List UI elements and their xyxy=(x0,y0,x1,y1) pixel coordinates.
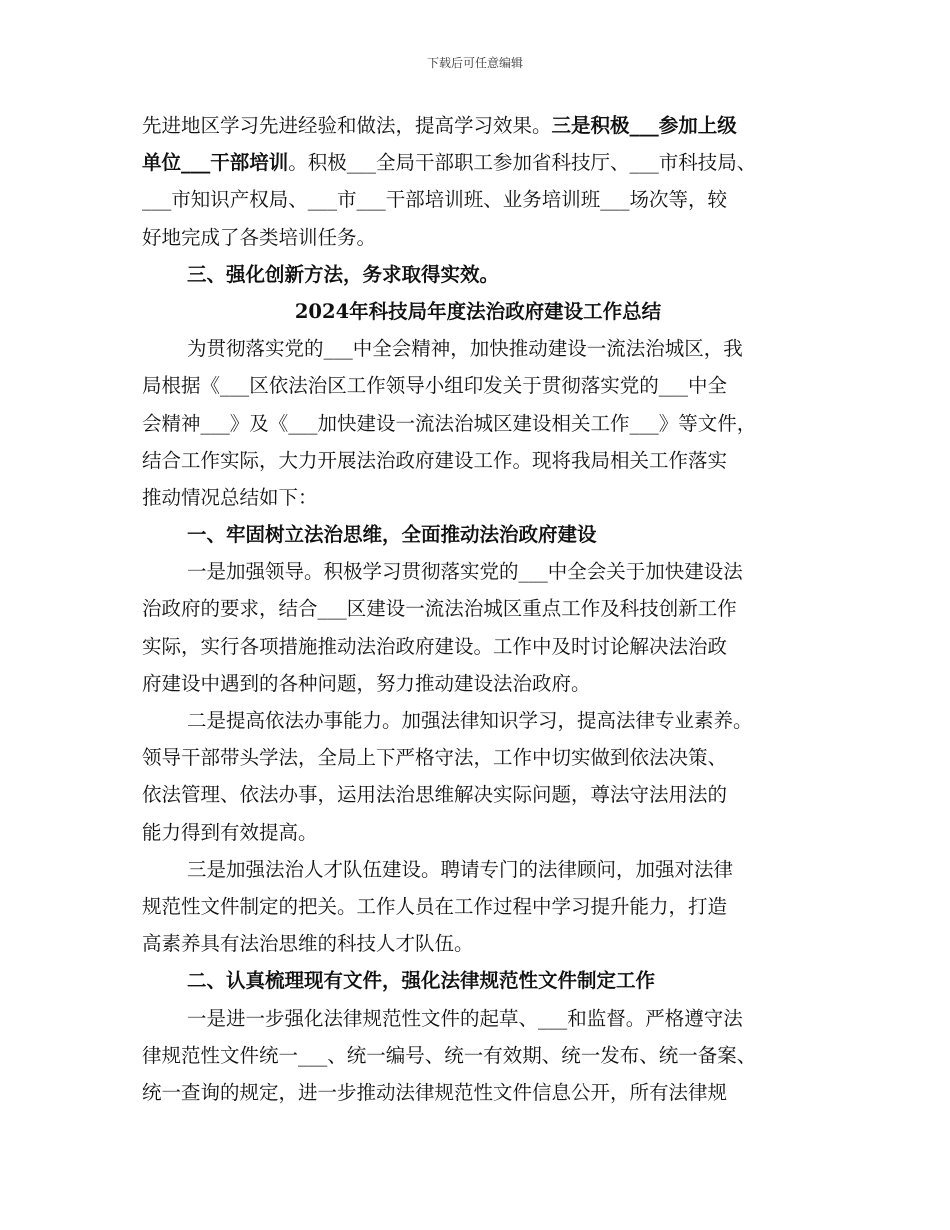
document-body xyxy=(142,107,814,1111)
paragraph-line: 会精神___》及《___加快建设一流法治城区建设相关工作___》等文件， xyxy=(142,411,757,435)
paragraph-line: 律规范性文件统一___、统一编号、统一有效期、统一发布、统一备案、 xyxy=(142,1043,757,1067)
header-note: 下载后可任意编辑 xyxy=(426,56,523,70)
paragraph-line: 为贯彻落实党的___中全会精神，加快推动建设一流法治城区，我 xyxy=(187,337,743,361)
paragraph-line: 推动情况总结如下： xyxy=(142,485,318,509)
paragraph-line: 规范性文件制定的把关。工作人员在工作过程中学习提升能力，打造 xyxy=(142,894,728,918)
document-title: 2024年科技局年度法治政府建设工作总结 xyxy=(294,299,662,323)
paragraph-line: 能力得到有效提高。 xyxy=(142,820,318,844)
text-line xyxy=(142,107,814,144)
bold-text-segment: 三是积极___参加上级 xyxy=(551,114,737,137)
text-line: 好地完成了各类培训任务。 xyxy=(142,225,377,249)
section-heading-2: 二、认真梳理现有文件，强化法律规范性文件制定工作 xyxy=(187,969,656,993)
paragraph-line: 府建设中遇到的各种问题，努力推动建设法治政府。 xyxy=(142,671,591,695)
paragraph-line: 治政府的要求，结合___区建设一流法治城区重点工作及科技创新工作 xyxy=(142,597,737,621)
paragraph-line: 统一查询的规定，进一步推动法律规范性文件信息公开，所有法律规 xyxy=(142,1080,728,1104)
text-segment: 先进地区学习先进经验和做法，提高学习效果。 xyxy=(142,114,552,137)
paragraph-line: 依法管理、依法办事，运用法治思维解决实际问题，尊法守法用法的 xyxy=(142,783,728,807)
text-segment: 。积极___全局干部职工参加省科技厅、___市科技局、 xyxy=(288,151,757,175)
section-heading-3: 三、强化创新方法，务求取得实效。 xyxy=(187,262,500,286)
text-line xyxy=(142,144,814,181)
paragraph-line: 领导干部带头学法，全局上下严格守法，工作中切实做到依法决策、 xyxy=(142,746,728,770)
paragraph-line: 局根据《___区依法治区工作领导小组印发关于贯彻落实党的___中全 xyxy=(142,374,728,398)
paragraph-line: 二是提高依法办事能力。加强法律知识学习，提高法律专业素养。 xyxy=(187,709,753,732)
paragraph-line: 三是加强法治人才队伍建设。聘请专门的法律顾问，加强对法律 xyxy=(187,857,734,881)
paragraph-line: 实际，实行各项措施推动法治政府建设。工作中及时讨论解决法治政 xyxy=(142,634,728,658)
paragraph-line: 结合工作实际，大力开展法治政府建设工作。现将我局相关工作落实 xyxy=(142,448,728,472)
bold-text-segment: 单位___干部培训 xyxy=(142,151,289,175)
paragraph-line: 一是进一步强化法律规范性文件的起草、___和监督。严格遵守法 xyxy=(187,1006,743,1030)
section-heading-1: 一、牢固树立法治思维，全面推动法治政府建设 xyxy=(187,523,597,547)
paragraph-line: 一是加强领导。积极学习贯彻落实党的___中全会关于加快建设法 xyxy=(187,560,743,584)
paragraph-line: 高素养具有法治思维的科技人才队伍。 xyxy=(142,932,474,956)
text-line: ___市知识产权局、___市___干部培训班、业务培训班___场次等，较 xyxy=(142,188,728,212)
